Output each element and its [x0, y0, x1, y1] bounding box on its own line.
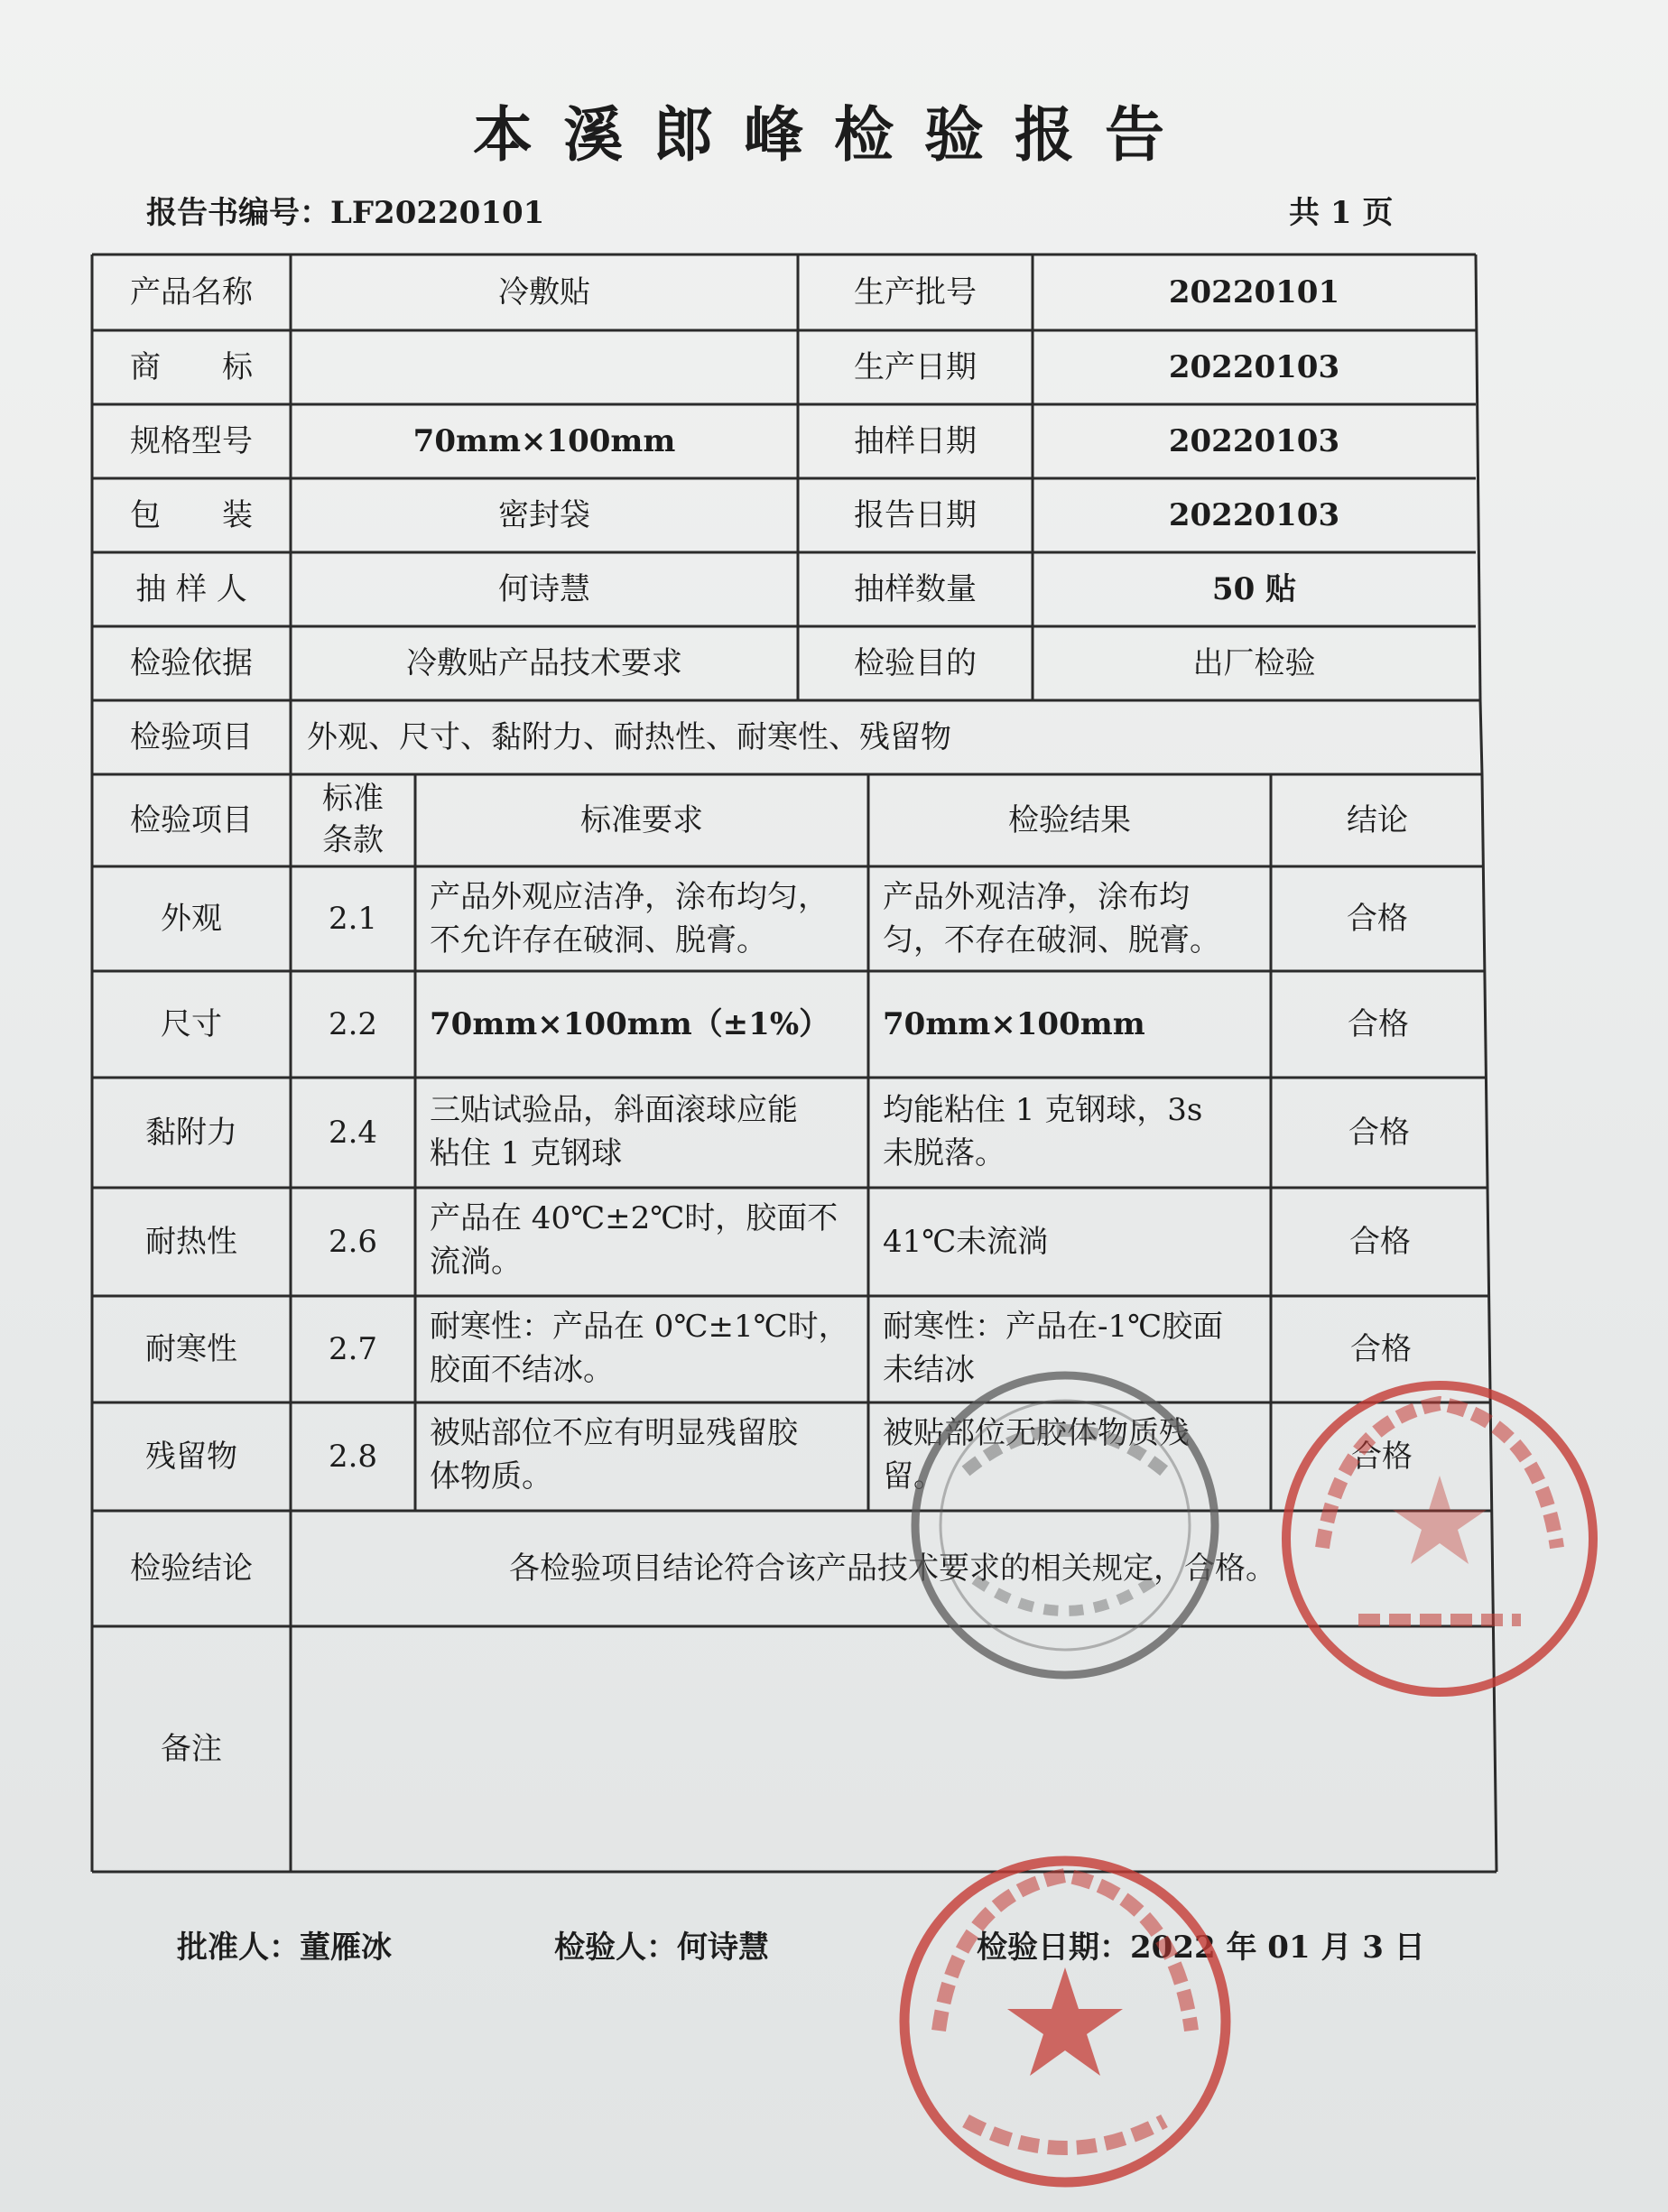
test-item: 耐热性: [145, 1224, 237, 1260]
test-clause: 2.8: [328, 1439, 378, 1475]
th-requirement: 标准要求: [580, 802, 703, 838]
th-clause: [291, 778, 415, 865]
info-label-sampling-date: 抽样日期: [854, 423, 977, 459]
info-label-sample-qty: 抽样数量: [854, 571, 977, 607]
test-requirement-line1: 三贴试验品，斜面滚球应能: [430, 1092, 798, 1128]
test-result-line1: 均能粘住 1 克钢球，3s: [883, 1092, 1203, 1128]
test-result-line2: 未脱落。: [883, 1135, 1005, 1171]
approver-name: 董雁冰: [300, 1930, 392, 1966]
info-value-basis: 冷敷贴产品技术要求: [406, 645, 682, 681]
info-value-production-date: 20220103: [1168, 349, 1340, 385]
page-count: 共 1 页: [1289, 195, 1394, 231]
test-result-line2: 留。: [883, 1458, 944, 1495]
inspection-date-value: 2022 年 01 月 3 日: [1130, 1930, 1425, 1966]
test-result-line1: 耐寒性：产品在-1℃胶面: [883, 1309, 1224, 1345]
test-item: 耐寒性: [145, 1331, 237, 1367]
info-value-sampling-date: 20220103: [1168, 423, 1340, 459]
report-number-label: 报告书编号：: [146, 195, 330, 231]
info-value-trademark: [291, 330, 798, 404]
report-title: 本溪郎峰检验报告: [473, 100, 1195, 170]
test-conclusion: 合格: [1349, 1224, 1411, 1260]
th-item: 检验项目: [130, 802, 253, 838]
test-result: [883, 1411, 1262, 1498]
test-item: 残留物: [145, 1439, 237, 1475]
info-value-report-date: 20220103: [1168, 497, 1340, 533]
info-label-product-name: 产品名称: [130, 274, 253, 310]
test-result-line1: 被贴部位无胶体物质残: [883, 1415, 1190, 1451]
inspector-name: 何诗慧: [677, 1930, 769, 1966]
info-label-sampler: 抽 样 人: [135, 571, 247, 607]
info-label-production-date: 生产日期: [854, 349, 977, 385]
info-label-report-date: 报告日期: [854, 497, 977, 533]
remarks-value: [307, 1626, 1489, 1872]
test-requirement-line2: 体物质。: [430, 1458, 552, 1495]
info-label-spec: 规格型号: [130, 423, 253, 459]
info-value-sample-qty: 50 贴: [1211, 571, 1297, 607]
info-value-sampler: 何诗慧: [498, 571, 590, 607]
inspector: [554, 1922, 769, 1967]
test-requirement-line2: 流淌。: [430, 1244, 522, 1280]
test-item: 尺寸: [161, 1006, 222, 1042]
test-requirement-line1: 耐寒性：产品在 0℃±1℃时，: [430, 1309, 849, 1345]
info-value-product-name: 冷敷贴: [498, 274, 590, 310]
report-number-value: LF20220101: [330, 195, 545, 231]
info-label-batch: 生产批号: [854, 274, 977, 310]
test-result-line1: 产品外观洁净，涂布均: [883, 879, 1190, 915]
test-result-line2: 未结冰: [883, 1352, 975, 1388]
test-clause: 2.4: [328, 1115, 378, 1151]
test-result: [883, 1305, 1262, 1392]
test-requirement-line1: 产品外观应洁净，涂布均匀，: [430, 879, 829, 915]
info-label-basis: 检验依据: [130, 645, 253, 681]
conclusion-label: 检验结论: [130, 1550, 253, 1587]
approver: [177, 1922, 392, 1967]
test-requirement: [430, 1197, 872, 1283]
th-conclusion: 结论: [1347, 802, 1408, 838]
test-result: 41℃未流淌: [883, 1224, 1049, 1260]
test-clause: 2.7: [328, 1331, 378, 1367]
info-label-packaging: 包 装: [130, 497, 253, 533]
test-result: 70mm×100mm: [883, 1006, 1145, 1042]
th-result: 检验结果: [1008, 802, 1131, 838]
test-clause: 2.1: [328, 901, 378, 937]
test-result-line2: 匀，不存在破洞、脱膏。: [883, 922, 1220, 958]
test-item: 外观: [161, 901, 222, 937]
test-item: 黏附力: [145, 1115, 237, 1151]
test-requirement-line2: 胶面不结冰。: [430, 1352, 614, 1388]
test-requirement-line2: 不允许存在破洞、脱膏。: [430, 922, 767, 958]
test-requirement: [430, 1305, 872, 1392]
th-clause-line2: 条款: [322, 822, 384, 858]
test-requirement-line2: 粘住 1 克钢球: [430, 1135, 623, 1171]
test-requirement: [430, 1088, 872, 1175]
approver-label: 批准人：: [177, 1930, 300, 1966]
test-conclusion: 合格: [1348, 1115, 1410, 1151]
info-label-trademark: 商 标: [130, 349, 253, 385]
test-conclusion: 合格: [1347, 901, 1408, 937]
test-clause: 2.2: [328, 1006, 378, 1042]
test-requirement: [430, 1411, 872, 1498]
test-requirement: [430, 875, 872, 962]
test-conclusion: 合格: [1348, 1006, 1409, 1042]
test-requirement-line1: 产品在 40℃±2℃时，胶面不: [430, 1200, 839, 1236]
test-result: [883, 1088, 1262, 1175]
conclusion-value: 各检验项目结论符合该产品技术要求的相关规定，合格。: [509, 1550, 1276, 1587]
items-row-value: 外观、尺寸、黏附力、耐热性、耐寒性、残留物: [307, 719, 951, 755]
inspection-date-label: 检验日期：: [977, 1930, 1130, 1966]
inspection-date: [977, 1922, 1425, 1967]
remarks-label: 备注: [161, 1731, 222, 1767]
info-value-packaging: 密封袋: [498, 497, 590, 533]
test-clause: 2.6: [328, 1224, 378, 1260]
test-conclusion: 合格: [1351, 1439, 1413, 1475]
inspector-label: 检验人：: [554, 1930, 677, 1966]
items-row-label: 检验项目: [130, 719, 253, 755]
info-label-purpose: 检验目的: [854, 645, 977, 681]
test-result: [883, 875, 1262, 962]
test-requirement-line1: 被贴部位不应有明显残留胶: [430, 1415, 798, 1451]
test-conclusion: 合格: [1350, 1331, 1412, 1367]
test-requirement: 70mm×100mm（±1%）: [430, 1006, 830, 1042]
info-value-batch: 20220101: [1168, 274, 1340, 310]
th-clause-line1: 标准: [322, 781, 384, 817]
info-value-purpose: 出厂检验: [1192, 645, 1316, 681]
info-value-spec: 70mm×100mm: [412, 423, 676, 459]
